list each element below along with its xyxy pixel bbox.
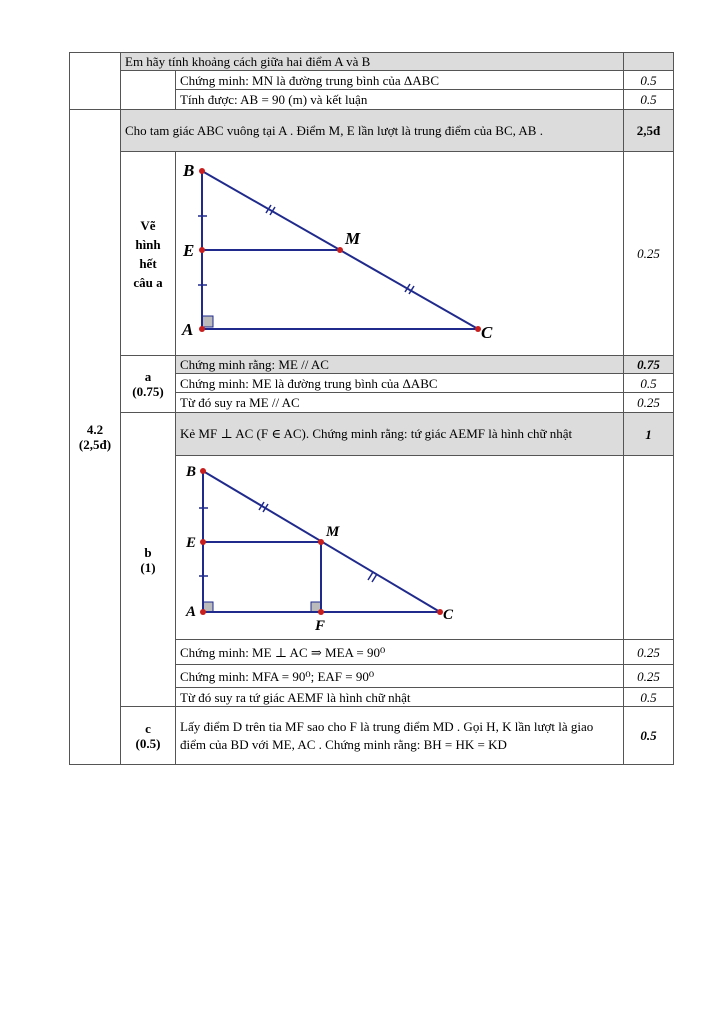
- points-cell: 0.5: [624, 90, 674, 110]
- figure1-triangle: [176, 152, 623, 352]
- label-a: A: [186, 604, 197, 620]
- points-cell: [624, 53, 674, 71]
- intro-text: Cho tam giác ABC vuông tại A . Điểm M, E lần lượt là trung điểm của BC, AB .: [121, 110, 624, 152]
- points-cell: 0.5: [624, 71, 674, 90]
- label-c: C: [443, 607, 454, 623]
- point-m: [318, 539, 324, 545]
- blank-cell: [121, 71, 176, 110]
- section-label-cell: [70, 110, 121, 765]
- points-cell: [624, 456, 674, 640]
- points-cell: 0.75: [624, 356, 674, 374]
- figure2-cell: [176, 456, 624, 640]
- point-f: [318, 609, 324, 615]
- part-b-claim: Kẻ MF ⊥ AC (F ∈ AC). Chứng minh rằng: tứ giác AEMF là hình chữ nhật: [176, 413, 624, 456]
- points-cell: 0.25: [624, 393, 674, 413]
- point-e: [199, 247, 205, 253]
- part-c-label-cell: [121, 707, 176, 765]
- part-c-text: Lấy điểm D trên tia MF sao cho F là trung điểm MD . Gọi H, K lần lượt là giao điểm của BD với ME, AC . Chứng minh rằng: BH = HK = KD: [176, 707, 624, 765]
- points-cell: 0.5: [624, 374, 674, 393]
- figure-label-cell: [121, 152, 176, 356]
- label-a: A: [182, 320, 194, 339]
- label-b: B: [183, 161, 195, 180]
- blank-cell: [70, 53, 121, 110]
- point-m: [337, 247, 343, 253]
- step-text: Từ đó suy ra ME // AC: [176, 393, 624, 413]
- question-text: Em hãy tính khoảng cách giữa hai điểm A và B: [121, 53, 624, 71]
- step-text: Tính được: AB = 90 (m) và kết luận: [176, 90, 624, 110]
- figure1-cell: [176, 152, 624, 356]
- label-m: M: [326, 524, 340, 540]
- point-a: [200, 609, 206, 615]
- figure-label: Vẽ hình hết câu a: [133, 217, 163, 290]
- points-cell: 0.25: [624, 665, 674, 688]
- points-cell: 0.25: [624, 152, 674, 356]
- label-c: C: [481, 323, 493, 342]
- points-cell: 0.25: [624, 640, 674, 665]
- step-text: Chứng minh: ME là đường trung bình của ΔABC: [176, 374, 624, 393]
- part-a-label: a: [144, 369, 152, 384]
- figure2-rectangle: [176, 456, 623, 636]
- step-text: Chứng minh: MFA = 90⁰; EAF = 90⁰: [176, 665, 624, 688]
- part-c-points: (0.5): [135, 735, 161, 751]
- part-b-points: (1): [140, 559, 156, 575]
- step-text: Từ đó suy ra tứ giác AEMF là hình chữ nhật: [176, 688, 624, 707]
- step-text: Chứng minh: MN là đường trung bình của ΔABC: [176, 71, 624, 90]
- step-text: Chứng minh: ME ⊥ AC ⇒ MEA = 90⁰: [176, 640, 624, 665]
- part-a-label-cell: [121, 356, 176, 413]
- point-e: [200, 539, 206, 545]
- answer-table: [69, 52, 674, 765]
- label-f: F: [315, 618, 326, 634]
- intro-points: 2,5đ: [624, 110, 674, 152]
- point-b: [199, 168, 205, 174]
- part-c-label: c: [145, 720, 151, 736]
- part-a-claim: Chứng minh rằng: ME // AC: [176, 356, 624, 374]
- points-cell: 0.5: [624, 707, 674, 765]
- section-points: (2,5đ): [78, 437, 112, 452]
- part-b-label-cell: [121, 413, 176, 707]
- point-a: [199, 326, 205, 332]
- section-number: 4.2: [86, 422, 104, 437]
- points-cell: 0.5: [624, 688, 674, 707]
- part-a-points: (0.75): [132, 384, 164, 399]
- label-m: M: [345, 229, 361, 248]
- part-b-label: b: [144, 544, 152, 560]
- label-e: E: [186, 535, 197, 551]
- points-cell: 1: [624, 413, 674, 456]
- label-e: E: [183, 241, 195, 260]
- label-b: B: [186, 464, 197, 480]
- point-b: [200, 468, 206, 474]
